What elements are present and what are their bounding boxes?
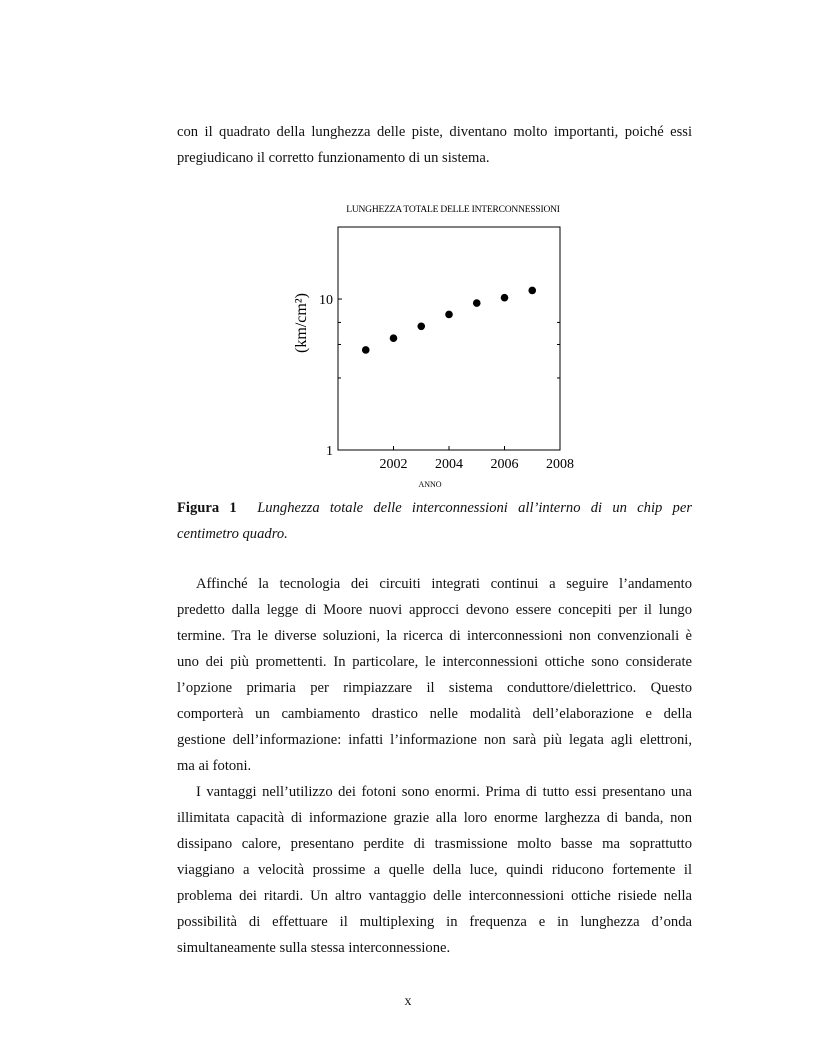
- body-paragraph-1: [177, 571, 692, 779]
- x-tick-label: 2008: [546, 457, 574, 472]
- data-point: [417, 322, 425, 330]
- text-line: comporterà un cambiamento drastico nelle modalità dell’elaborazione e della: [177, 706, 692, 722]
- text-line: pregiudicano il corretto funzionamento di un sistema.: [177, 150, 490, 166]
- chart-ylabel: (km/cm²): [293, 293, 310, 353]
- x-tick-label: 2006: [490, 457, 519, 472]
- data-point: [501, 294, 509, 302]
- x-tick-label: 2004: [435, 457, 463, 472]
- text-line: gestione dell’informazione: infatti l’informazione non sarà più legata agli elettroni,: [177, 732, 692, 748]
- text-line: I vantaggi nell’utilizzo dei fotoni sono enormi. Prima di tutto essi presentano una: [196, 784, 692, 800]
- chart-title: LUNGHEZZA TOTALE DELLE INTERCONNESSIONI: [346, 205, 560, 215]
- y-tick-label: 1: [326, 444, 333, 459]
- x-tick-label: 2002: [379, 457, 408, 472]
- data-point: [473, 299, 481, 307]
- intro-paragraph: [177, 119, 692, 171]
- text-line: termine. Tra le diverse soluzioni, la ricerca di interconnessioni non convenzionali è: [177, 628, 692, 644]
- figure-caption: [177, 495, 692, 547]
- text-line: problema dei ritardi. Un altro vantaggio delle interconnessioni ottiche risiede nella: [177, 888, 692, 904]
- text-line: l’opzione primaria per rimpiazzare il sistema conduttore/dielettrico. Questo: [177, 680, 692, 696]
- y-tick-label: 10: [319, 293, 333, 309]
- text-line: simultaneamente sulla stessa interconnessione.: [177, 940, 451, 956]
- caption-text-line2: centimetro quadro.: [177, 526, 288, 542]
- text-line: dissipano calore, presentano perdite di trasmissione molto basse ma soprattutto: [177, 836, 692, 852]
- text-line: viaggiano a velocità prossime a quelle della luce, quindi riducono fortemente il: [177, 862, 692, 878]
- data-point: [362, 346, 370, 354]
- page-number: x: [404, 994, 412, 1009]
- chart-xlabel: ANNO: [418, 480, 442, 489]
- body-paragraph-2: [177, 779, 692, 961]
- text-line: predetto dalla legge di Moore nuovi approcci devono essere concepiti per il lungo: [177, 602, 692, 618]
- text-line: con il quadrato della lunghezza delle piste, diventano molto importanti, poiché essi: [177, 124, 692, 140]
- text-line: illimitata capacità di informazione grazie alla loro enorme larghezza di banda, non: [177, 810, 692, 826]
- caption-label: Figura 1: [177, 500, 237, 516]
- data-point: [445, 311, 453, 319]
- plot-frame: [338, 227, 560, 450]
- text-line: Affinché la tecnologia dei circuiti integrati continui a seguire l’andamento: [196, 576, 692, 592]
- data-point: [528, 287, 536, 295]
- interconnect-length-chart: [280, 195, 590, 495]
- data-point: [390, 334, 398, 342]
- caption-text-line1: Lunghezza totale delle interconnessioni all’interno di un chip per: [257, 500, 692, 516]
- text-line: possibilità di effettuare il multiplexing in frequenza e in lunghezza d’onda: [177, 914, 692, 930]
- text-line: uno dei più promettenti. In particolare, le interconnessioni ottiche sono considerate: [177, 654, 692, 670]
- text-line: ma ai fotoni.: [177, 758, 252, 774]
